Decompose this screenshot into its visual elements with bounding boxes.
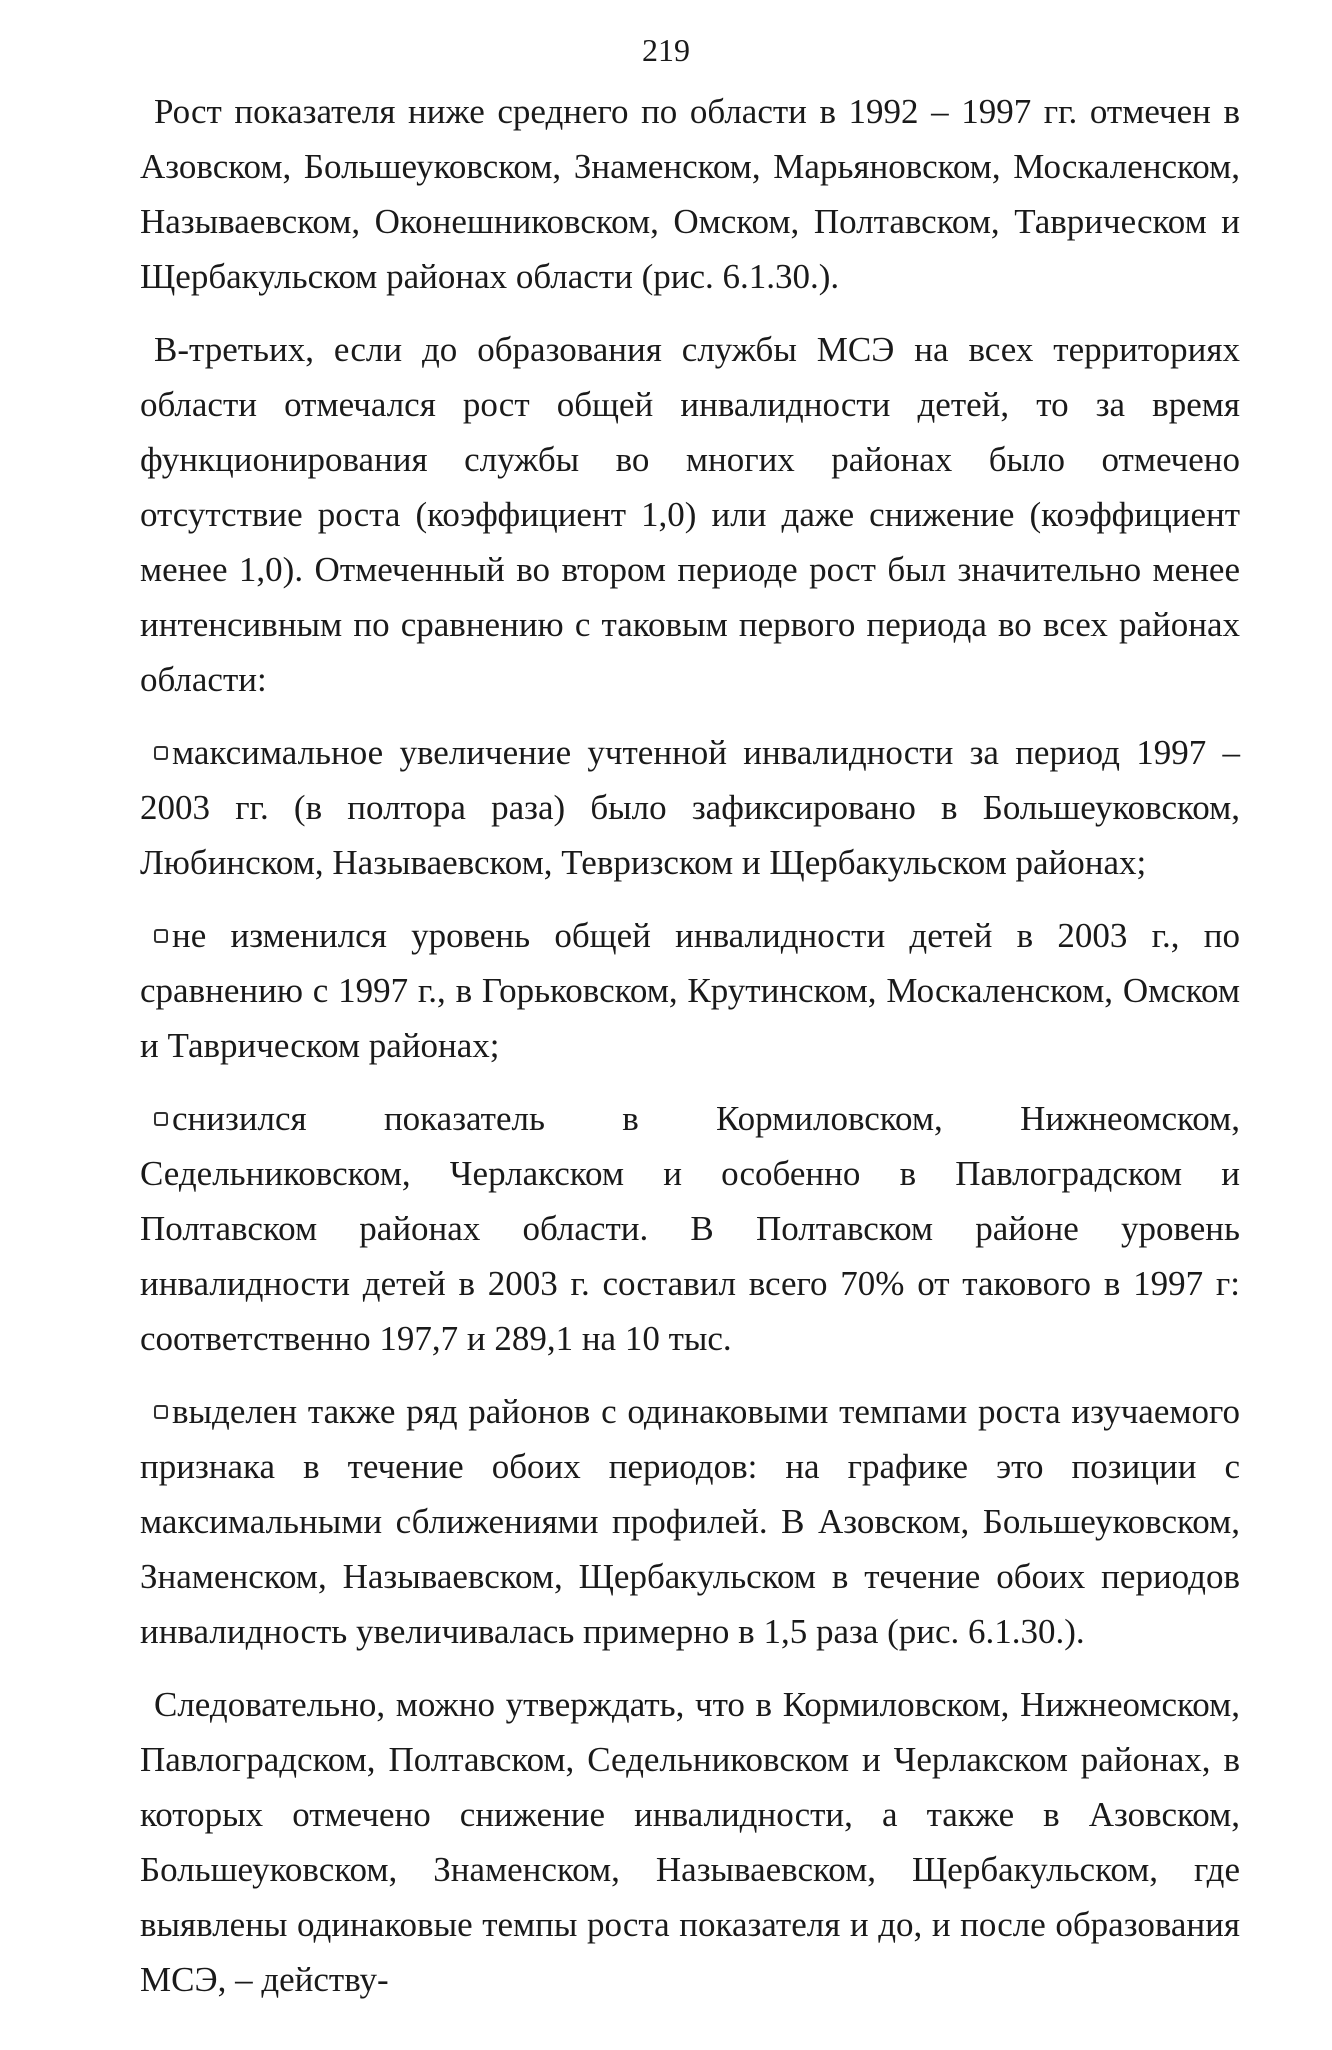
list-item-text: снизился показатель в Кормиловском, Нижнеомском, Седельниковском, Черлакском и особенно в Павлоградском и Полтавском районах области. В Полтавском районе уровень инвалидности детей в 2003 г. составил всего 70% от такового в 1997 г: соответственно 197,7 и 289,1 на 10 тыс.: [140, 1099, 1240, 1358]
list-item-text: максимальное увеличение учтенной инвалидности за период 1997 – 2003 гг. (в полтора раза) было зафиксировано в Большеуковском, Любинском, Называевском, Тевризском и Щербакульском районах;: [140, 733, 1240, 882]
page-number: 219: [642, 32, 690, 68]
list-item: [140, 908, 1240, 1073]
list-item: [140, 1384, 1240, 1659]
paragraph-thirdly: В-третьих, если до образования службы МСЭ на всех территориях области отмечался рост общей инвалидности детей, то за время функционирования службы во многих районах было отмечено отсутствие роста (коэффициент 1,0) или даже снижение (коэффициент менее 1,0). Отмеченный во втором периоде рост был значительно менее интенсивным по сравнению с таковым первого периода во всех районах области:: [140, 330, 1240, 699]
paragraph-conclusion: Следовательно, можно утверждать, что в Кормиловском, Нижнеомском, Павлоградском, Полтавском, Седельниковском и Черлакском районах, в которых отмечено снижение инвалидности, а также в Азовском, Большеуковском, Знаменском, Называевском, Щербакульском, где выявлены одинаковые темпы роста показателя и до, и после образования МСЭ, – действу-: [140, 1685, 1240, 1999]
checkbox-bullet-icon: [154, 929, 168, 943]
checkbox-bullet-icon: [154, 1405, 168, 1419]
list-item-text: выделен также ряд районов с одинаковыми темпами роста изучаемого признака в течение обоих периодов: на графике это позиции с максимальными сближениями профилей. В Азовском, Большеуковском, Знаменском, Называевском, Щербакульском в течение обоих периодов инвалидность увеличивалась примерно в 1,5 раза (рис. 6.1.30.).: [140, 1392, 1240, 1651]
paragraph-growth-below-average: Рост показателя ниже среднего по области в 1992 – 1997 гг. отмечен в Азовском, Большеуковском, Знаменском, Марьяновском, Москаленском, Называевском, Оконешниковском, Омском, Полтавском, Таврическом и Щербакульском районах области (рис. 6.1.30.).: [140, 92, 1240, 296]
body-text: [140, 84, 1240, 2025]
list-item-text: не изменился уровень общей инвалидности детей в 2003 г., по сравнению с 1997 г., в Горьковском, Крутинском, Москаленском, Омском и Таврическом районах;: [140, 916, 1240, 1065]
checkbox-bullet-icon: [154, 1112, 168, 1126]
list-item: [140, 725, 1240, 890]
list-item: [140, 1091, 1240, 1366]
checkbox-bullet-icon: [154, 746, 168, 760]
